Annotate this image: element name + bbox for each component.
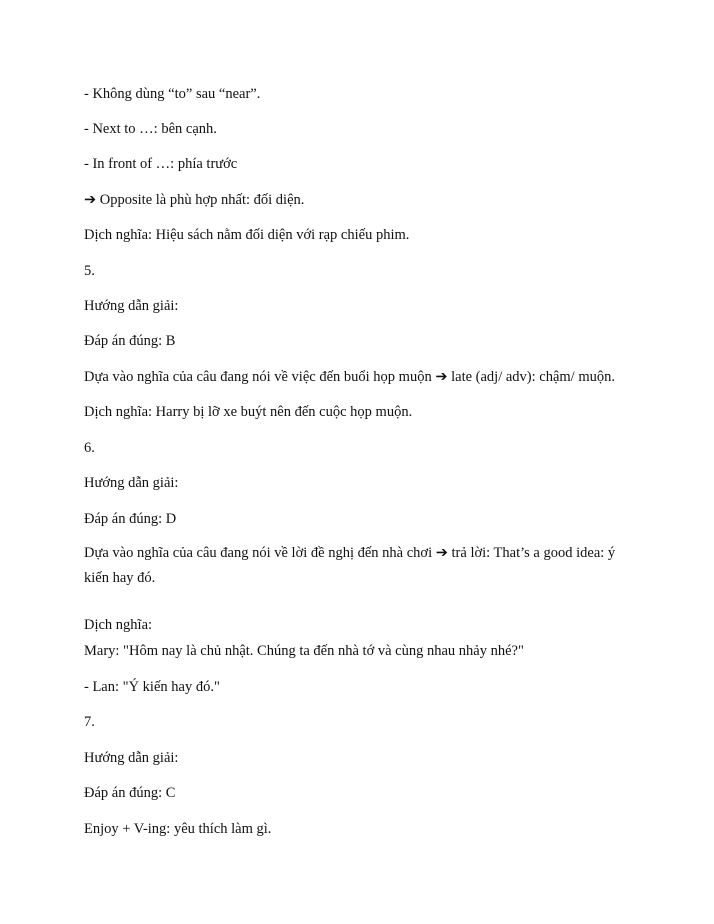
explanation-5: Dựa vào nghĩa của câu đang nói về việc đến buổi họp muộn ➔ late (adj/ adv): chậm/ muộn. (84, 369, 615, 385)
answer-5: Đáp án đúng: B (84, 333, 176, 349)
question-number-6: 6. (84, 440, 95, 456)
translation-5: Dịch nghĩa: Harry bị lỡ xe buýt nên đến cuộc họp muộn. (84, 404, 413, 420)
guide-heading-6: Hướng dẫn giải: (84, 475, 179, 491)
dialogue-lan: - Lan: "Ý kiến hay đó." (84, 679, 220, 695)
translation-label-6: Dịch nghĩa: (84, 617, 153, 633)
text-line-opposite: ➔ Opposite là phù hợp nhất: đối diện. (84, 192, 305, 208)
text-line-next-to: - Next to …: bên cạnh. (84, 121, 217, 137)
explanation-6: Dựa vào nghĩa của câu đang nói về lời đề nghị đến nhà chơi ➔ trả lời: That’s a good idea: ý kiến hay đó. (84, 545, 616, 586)
text-line-translation-4: Dịch nghĩa: Hiệu sách nằm đối diện với rạp chiếu phim. (84, 227, 410, 243)
question-number-7: 7. (84, 714, 95, 730)
answer-7: Đáp án đúng: C (84, 785, 176, 801)
text-line-near-rule: - Không dùng “to” sau “near”. (84, 86, 261, 102)
text-line-in-front-of: - In front of …: phía trước (84, 156, 238, 172)
guide-heading-5: Hướng dẫn giải: (84, 298, 179, 314)
guide-heading-7: Hướng dẫn giải: (84, 750, 179, 766)
question-number-5: 5. (84, 263, 95, 279)
answer-6: Đáp án đúng: D (84, 511, 177, 527)
dialogue-mary: Mary: "Hôm nay là chủ nhật. Chúng ta đến nhà tớ và cùng nhau nhảy nhé?" (84, 643, 524, 659)
explanation-7: Enjoy + V-ing: yêu thích làm gì. (84, 821, 272, 837)
